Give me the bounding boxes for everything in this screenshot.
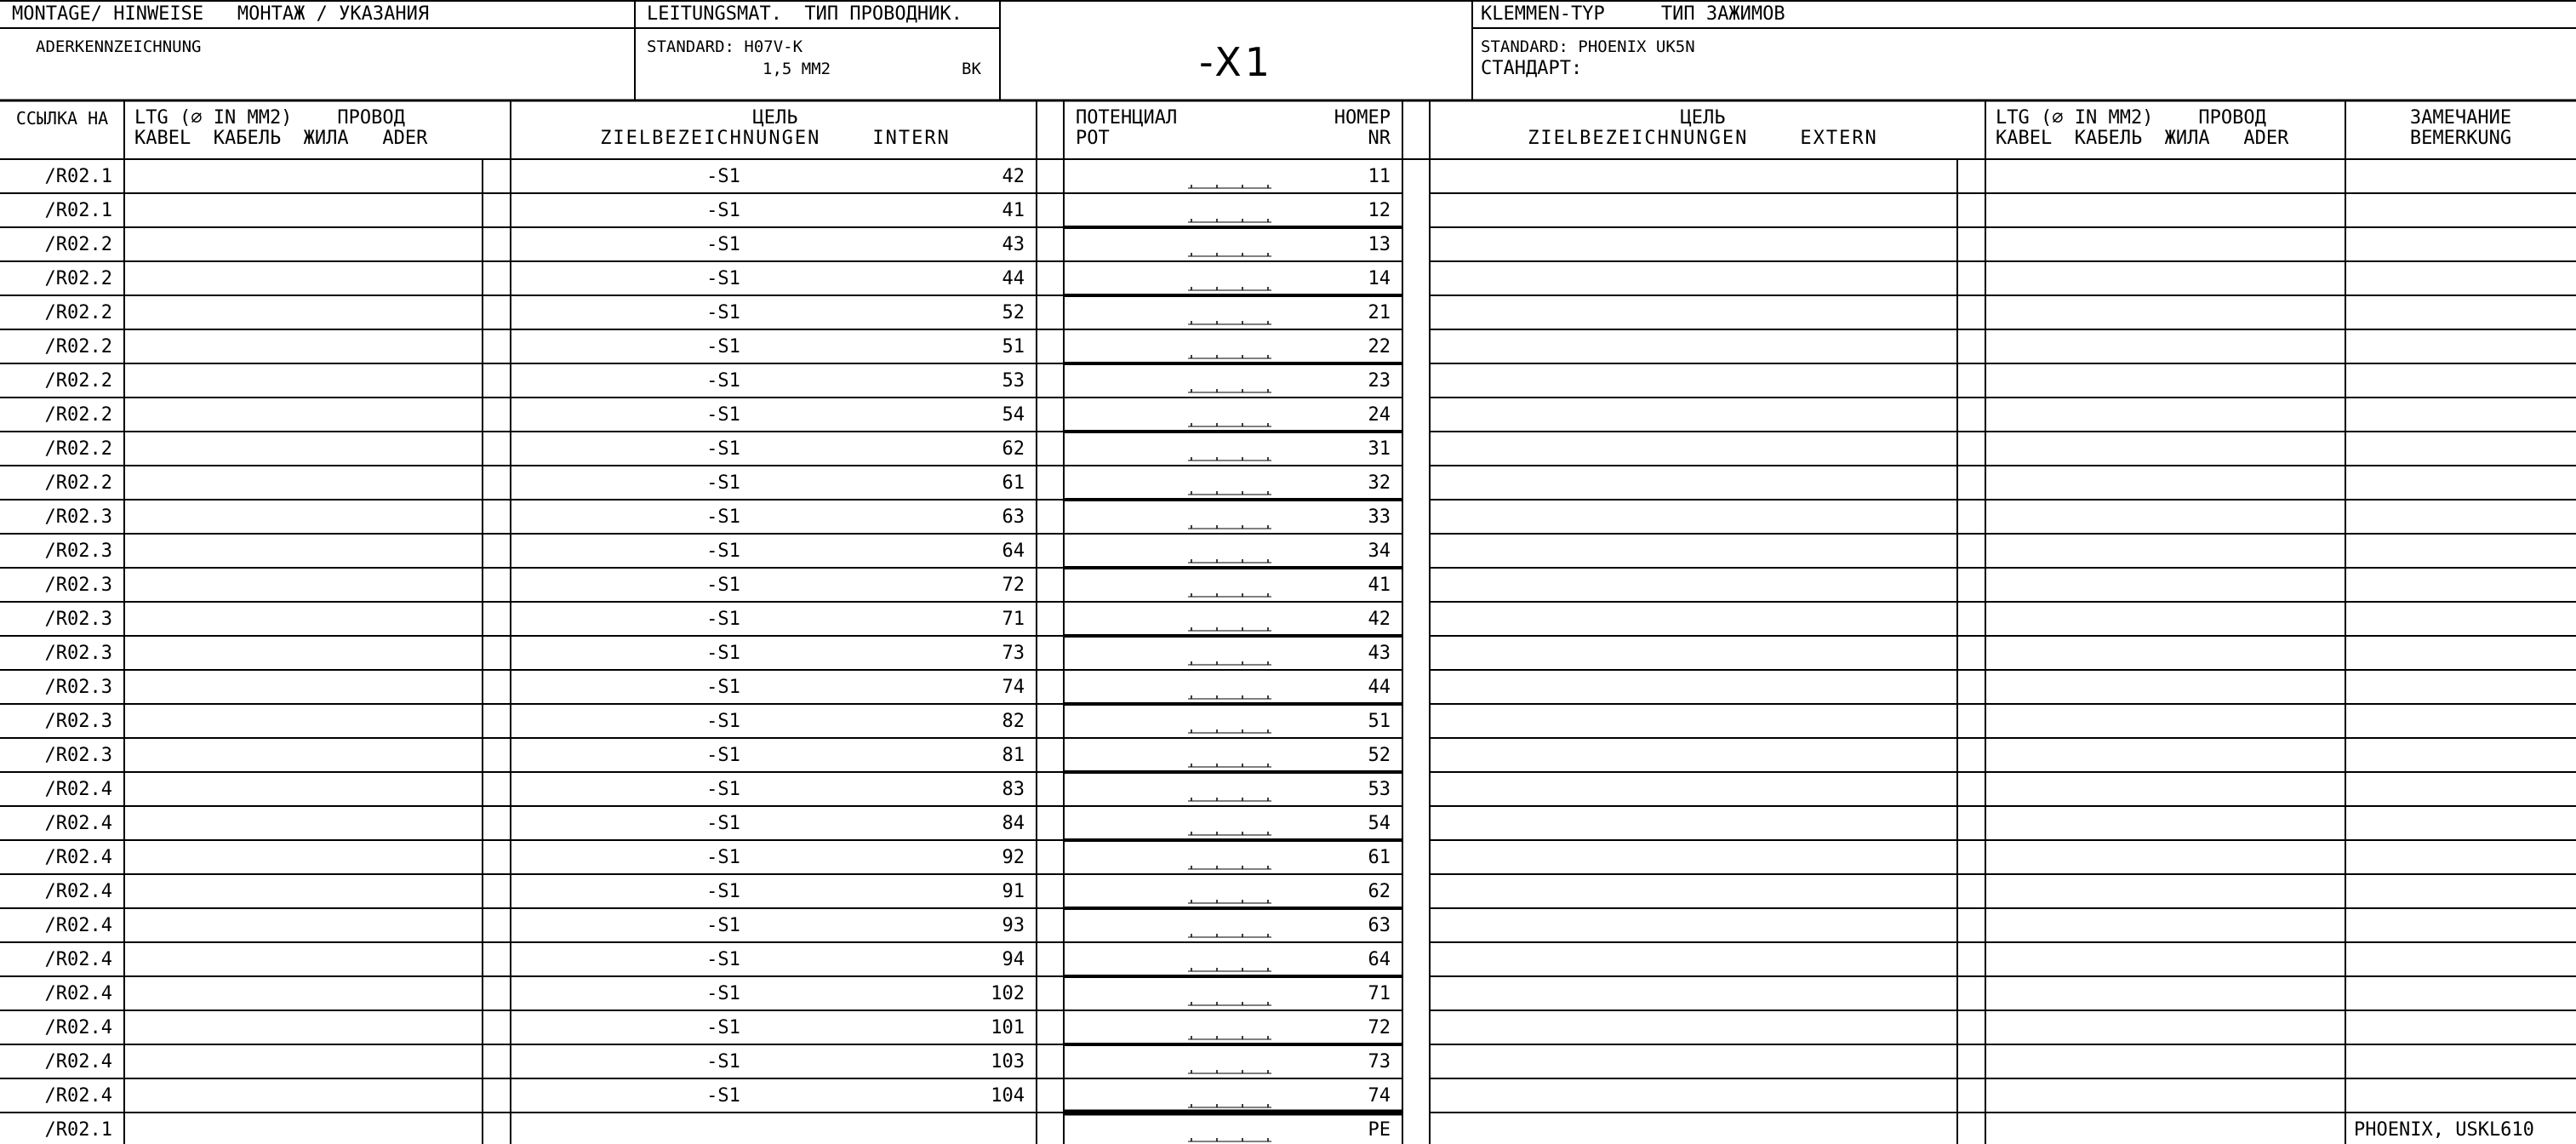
- row-terminal-number: 23: [1368, 370, 1391, 392]
- row-target-device: -S1: [706, 643, 740, 664]
- row-target-pin: 54: [1002, 404, 1025, 426]
- row-terminal-number: 72: [1368, 1017, 1391, 1038]
- row-terminal-number: 32: [1368, 472, 1391, 494]
- row-terminal-number: 53: [1368, 779, 1391, 800]
- row-target-pin: 83: [1002, 779, 1025, 800]
- row-terminal-number: 42: [1368, 609, 1391, 630]
- row-ref: /R02.2: [44, 336, 112, 358]
- row-target-pin: 82: [1002, 711, 1025, 732]
- col-ref-header: ССЫЛКА НА: [15, 108, 109, 129]
- row-terminal-number: 12: [1368, 200, 1391, 221]
- row-target-pin: 101: [991, 1017, 1025, 1038]
- row-target-pin: 93: [1002, 915, 1025, 936]
- row-target-device: -S1: [706, 438, 740, 460]
- row-target-pin: 91: [1002, 881, 1025, 902]
- row-target-pin: 62: [1002, 438, 1025, 460]
- row-ref: /R02.2: [44, 438, 112, 460]
- row-target-device: -S1: [706, 472, 740, 494]
- row-target-pin: 73: [1002, 643, 1025, 664]
- col-target-intern-header-2: ZIELBEZEICHNUNGEN INTERN: [600, 128, 951, 149]
- row-target-pin: 44: [1002, 268, 1025, 289]
- row-terminal-number: 11: [1368, 166, 1391, 187]
- row-target-device: -S1: [706, 983, 740, 1004]
- row-ref: /R02.3: [44, 541, 112, 562]
- row-ref: /R02.3: [44, 506, 112, 528]
- row-terminal-number: 13: [1368, 234, 1391, 255]
- col-number-header-1: НОМЕР: [1334, 107, 1391, 129]
- row-target-pin: 74: [1002, 677, 1025, 698]
- row-ref: /R02.4: [44, 949, 112, 970]
- klemmen-title: KLEMMEN-TYP ТИП ЗАЖИМОВ: [1481, 3, 1785, 25]
- col-potential-header-2: POT: [1076, 128, 1110, 149]
- col-potential-header-1: ПОТЕНЦИАЛ: [1076, 107, 1178, 129]
- row-ref: /R02.4: [44, 881, 112, 902]
- row-target-device: -S1: [706, 506, 740, 528]
- row-target-pin: 92: [1002, 847, 1025, 868]
- row-ref: /R02.3: [44, 745, 112, 766]
- row-target-pin: 64: [1002, 541, 1025, 562]
- row-terminal-number: 63: [1368, 915, 1391, 936]
- row-terminal-number: 64: [1368, 949, 1391, 970]
- row-target-pin: 102: [991, 983, 1025, 1004]
- row-target-device: -S1: [706, 268, 740, 289]
- row-target-pin: 72: [1002, 575, 1025, 596]
- row-terminal-number: 54: [1368, 813, 1391, 834]
- wire-color-code: BK: [962, 60, 981, 78]
- row-target-device: -S1: [706, 779, 740, 800]
- row-target-device: -S1: [706, 915, 740, 936]
- row-target-device: -S1: [706, 166, 740, 187]
- col-ltg-right-header-1: LTG (∅ IN MM2) ПРОВОД: [1996, 107, 2266, 129]
- row-target-pin: 52: [1002, 302, 1025, 323]
- row-target-pin: 51: [1002, 336, 1025, 358]
- row-ref: /R02.1: [44, 166, 112, 187]
- row-ref: /R02.4: [44, 779, 112, 800]
- row-target-device: -S1: [706, 200, 740, 221]
- klemmen-standard-ru: СТАНДАРТ:: [1481, 58, 1583, 79]
- row-terminal-number: PE: [1368, 1119, 1391, 1141]
- row-ref: /R02.2: [44, 302, 112, 323]
- row-target-pin: 42: [1002, 166, 1025, 187]
- wire-cross-section: 1,5 ММ2: [763, 60, 831, 78]
- row-terminal-number: 14: [1368, 268, 1391, 289]
- row-ref: /R02.2: [44, 472, 112, 494]
- row-target-device: -S1: [706, 1085, 740, 1107]
- row-ref: /R02.3: [44, 677, 112, 698]
- row-terminal-number: 74: [1368, 1085, 1391, 1107]
- row-terminal-number: 43: [1368, 643, 1391, 664]
- row-target-device: -S1: [706, 575, 740, 596]
- row-target-pin: 71: [1002, 609, 1025, 630]
- col-ltg-left-header-1: LTG (∅ IN MM2) ПРОВОД: [134, 107, 405, 129]
- row-target-pin: 53: [1002, 370, 1025, 392]
- row-ref: /R02.4: [44, 983, 112, 1004]
- row-ref: /R02.3: [44, 575, 112, 596]
- row-ref: /R02.2: [44, 404, 112, 426]
- row-target-device: -S1: [706, 234, 740, 255]
- row-target-device: -S1: [706, 1017, 740, 1038]
- row-terminal-number: 44: [1368, 677, 1391, 698]
- row-terminal-number: 73: [1368, 1051, 1391, 1072]
- row-terminal-number: 24: [1368, 404, 1391, 426]
- row-target-pin: 104: [991, 1085, 1025, 1107]
- row-terminal-number: 21: [1368, 302, 1391, 323]
- col-ltg-left-header-2: KABEL КАБЕЛЬ ЖИЛА ADER: [134, 128, 428, 149]
- row-target-device: -S1: [706, 847, 740, 868]
- row-target-device: -S1: [706, 745, 740, 766]
- row-ref: /R02.1: [44, 200, 112, 221]
- row-target-pin: 41: [1002, 200, 1025, 221]
- row-ref: /R02.4: [44, 1051, 112, 1072]
- row-target-device: -S1: [706, 813, 740, 834]
- row-terminal-number: 71: [1368, 983, 1391, 1004]
- montage-title: MONTAGE/ HINWEISE МОНТАЖ / УКАЗАНИЯ: [12, 3, 430, 25]
- row-target-pin: 81: [1002, 745, 1025, 766]
- row-target-device: -S1: [706, 404, 740, 426]
- row-terminal-number: 31: [1368, 438, 1391, 460]
- leitungsmat-title: LEITUNGSMAT. ТИП ПРОВОДНИК.: [647, 3, 962, 25]
- row-remark: PHOENIX, USKL610: [2354, 1119, 2534, 1141]
- row-ref: /R02.3: [44, 643, 112, 664]
- terminal-strip-name: -X1: [1198, 39, 1274, 85]
- row-ref: /R02.4: [44, 1017, 112, 1038]
- row-terminal-number: 34: [1368, 541, 1391, 562]
- row-target-device: -S1: [706, 302, 740, 323]
- row-ref: /R02.4: [44, 1085, 112, 1107]
- row-target-device: -S1: [706, 711, 740, 732]
- row-target-pin: 84: [1002, 813, 1025, 834]
- row-ref: /R02.2: [44, 370, 112, 392]
- row-terminal-number: 62: [1368, 881, 1391, 902]
- row-target-device: -S1: [706, 677, 740, 698]
- row-ref: /R02.4: [44, 813, 112, 834]
- row-target-device: -S1: [706, 1051, 740, 1072]
- row-target-pin: 61: [1002, 472, 1025, 494]
- row-terminal-number: 52: [1368, 745, 1391, 766]
- row-target-device: -S1: [706, 541, 740, 562]
- col-number-header-2: NR: [1368, 128, 1391, 149]
- row-target-device: -S1: [706, 949, 740, 970]
- row-terminal-number: 61: [1368, 847, 1391, 868]
- col-target-extern-header-1: ЦЕЛЬ: [1680, 107, 1726, 129]
- row-target-pin: 43: [1002, 234, 1025, 255]
- klemmen-standard: STANDARD: PHOENIX UK5N: [1481, 37, 1695, 56]
- col-remark-header-1: ЗАМЕЧАНИЕ: [2409, 107, 2512, 129]
- row-target-pin: 94: [1002, 949, 1025, 970]
- row-terminal-number: 22: [1368, 336, 1391, 358]
- row-target-device: -S1: [706, 370, 740, 392]
- col-target-intern-header-1: ЦЕЛЬ: [752, 107, 798, 129]
- row-ref: /R02.3: [44, 609, 112, 630]
- row-target-pin: 103: [991, 1051, 1025, 1072]
- aderkennzeichnung-label: ADERKENNZEICHNUNG: [36, 37, 202, 56]
- col-target-extern-header-2: ZIELBEZEICHNUNGEN EXTERN: [1528, 128, 1878, 149]
- row-target-device: -S1: [706, 609, 740, 630]
- row-terminal-number: 33: [1368, 506, 1391, 528]
- row-ref: /R02.2: [44, 268, 112, 289]
- row-ref: /R02.4: [44, 847, 112, 868]
- row-target-device: -S1: [706, 881, 740, 902]
- row-ref: /R02.3: [44, 711, 112, 732]
- row-ref: /R02.2: [44, 234, 112, 255]
- row-terminal-number: 51: [1368, 711, 1391, 732]
- row-ref: /R02.4: [44, 915, 112, 936]
- row-ref: /R02.1: [44, 1119, 112, 1141]
- row-terminal-number: 41: [1368, 575, 1391, 596]
- row-target-pin: 63: [1002, 506, 1025, 528]
- col-ltg-right-header-2: KABEL КАБЕЛЬ ЖИЛА ADER: [1996, 128, 2289, 149]
- col-remark-header-2: BEMERKUNG: [2409, 128, 2512, 149]
- standard-wire-type: STANDARD: H07V-K: [647, 37, 803, 56]
- row-target-device: -S1: [706, 336, 740, 358]
